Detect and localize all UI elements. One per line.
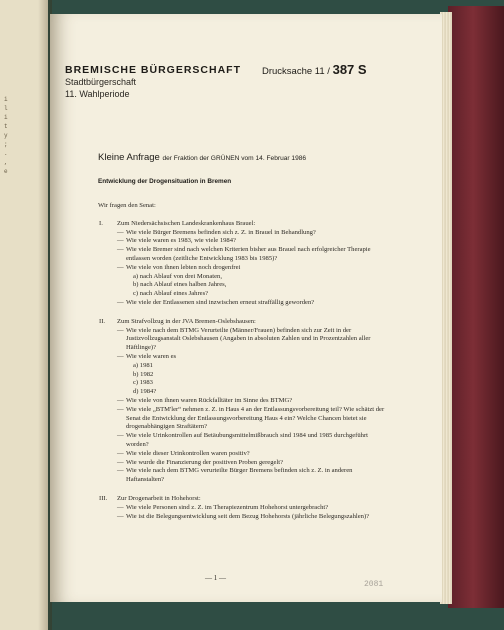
document-title: [98, 152, 306, 163]
sub-item: b) 1982: [133, 370, 154, 378]
question-item: — Wie viele von ihnen lebten noch drogenfrei: [117, 264, 390, 273]
section-heading: Zur Drogenarbeit in Hohehorst:: [117, 494, 201, 502]
question-item: — Wie viele dieser Urinkontrollen waren positiv?: [117, 450, 390, 459]
question-item: — Wie viele waren es: [117, 353, 390, 362]
sub-item: c) nach Ablauf eines Jahres?: [133, 290, 209, 298]
org-name: BREMISCHE BÜRGERSCHAFT: [65, 64, 242, 76]
section-number: I.: [99, 219, 103, 227]
question-item: — Wie viele nach dem BTMG verurteilte Bürger Bremens befinden sich z. Z. in anderen Haftanstalten?: [117, 467, 390, 485]
document-page: [50, 14, 442, 602]
question-item: — Wie viele „BTM'ler“ nehmen z. Z. in Haus 4 an der Entlassungsvorbereitung teil? Wie schätzt der Senat die Entwicklung der Entlassungsvorbereitung Haus 4 ein? Welche Chancen bietet sie drogenabhängigen Straftätern?: [117, 406, 390, 432]
title-main: Kleine Anfrage: [98, 152, 160, 163]
previous-page-marks: i l i t y ; . , e: [4, 96, 8, 175]
sub-item: a) nach Ablauf von drei Monaten,: [133, 272, 222, 280]
section-heading: Zum Strafvollzug in der JVA Bremen-Oslebshausen:: [117, 317, 256, 325]
question-item: — Wie ist die Belegungsentwicklung seit dem Bezug Hohehorsts (jährliche Belegungszahlen)?: [117, 513, 390, 522]
legislative-period: 11. Wahlperiode: [65, 89, 130, 99]
sub-item: b) nach Ablauf eines halben Jahres,: [133, 281, 227, 289]
document-topic: Entwicklung der Drogensituation in Bremen: [98, 178, 232, 185]
question-item: — Wie viele Bremer sind nach welchen Kriterien bisher aus Brauel nach erfolgreicher Therapie entlassen worden (zeitliche Entwicklung 1983 bis 1985)?: [117, 246, 390, 264]
pencil-mark: 2081: [364, 580, 384, 589]
document-body: [90, 202, 390, 531]
question-item: — Wie viele von ihnen waren Rückfalltäter im Sinne des BTMG?: [117, 397, 390, 406]
document-number: [262, 62, 367, 77]
section-1: [90, 220, 390, 308]
section-number: II.: [99, 317, 106, 325]
druck-label: Drucksache 11 /: [262, 66, 330, 77]
title-small: der Fraktion der GRÜNEN vom 14. Februar 1986: [162, 155, 307, 162]
sub-item: c) 1983: [133, 379, 153, 387]
question-item: — Wie viele der Entlassenen sind inzwischen erneut straffällig geworden?: [117, 299, 390, 308]
question-item: — Wie viele waren es 1983, wie viele 1984?: [117, 237, 390, 246]
druck-number: 387 S: [332, 62, 367, 77]
intro-text: Wir fragen den Senat:: [98, 202, 156, 209]
section-number: III.: [99, 494, 108, 502]
section-2: [90, 318, 390, 485]
sub-item: a) 1981: [133, 361, 153, 369]
section-3: [90, 495, 390, 521]
page-number: — 1 —: [205, 574, 226, 582]
section-heading: Zum Niedersächsischen Landeskrankenhaus Brauel:: [117, 219, 256, 227]
org-subtitle: Stadtbürgerschaft: [65, 77, 137, 87]
question-item: — Wie viele Bürger Bremens befinden sich z. Z. in Brauel in Behandlung?: [117, 229, 390, 238]
question-item: — Wie viele Urinkontrollen auf Betäubungsmittelmißbrauch sind 1984 und 1985 durchgeführt worden?: [117, 432, 390, 450]
question-item: — Wie viele Personen sind z. Z. im Therapiezentrum Hohehorst untergebracht?: [117, 504, 390, 513]
question-item: — Wie viele nach dem BTMG Verurteilte (Männer/Frauen) befinden sich zur Zeit in der Justizvollzugsanstalt Oslebshausen (Angaben in absoluten Zahlen und in Prozentzahlen aller Häftlinge)?: [117, 327, 390, 353]
sub-item: d) 1984?: [133, 388, 157, 396]
question-item: — Wie wurde die Finanzierung der positiven Proben geregelt?: [117, 459, 390, 468]
book-cover: [448, 6, 504, 608]
